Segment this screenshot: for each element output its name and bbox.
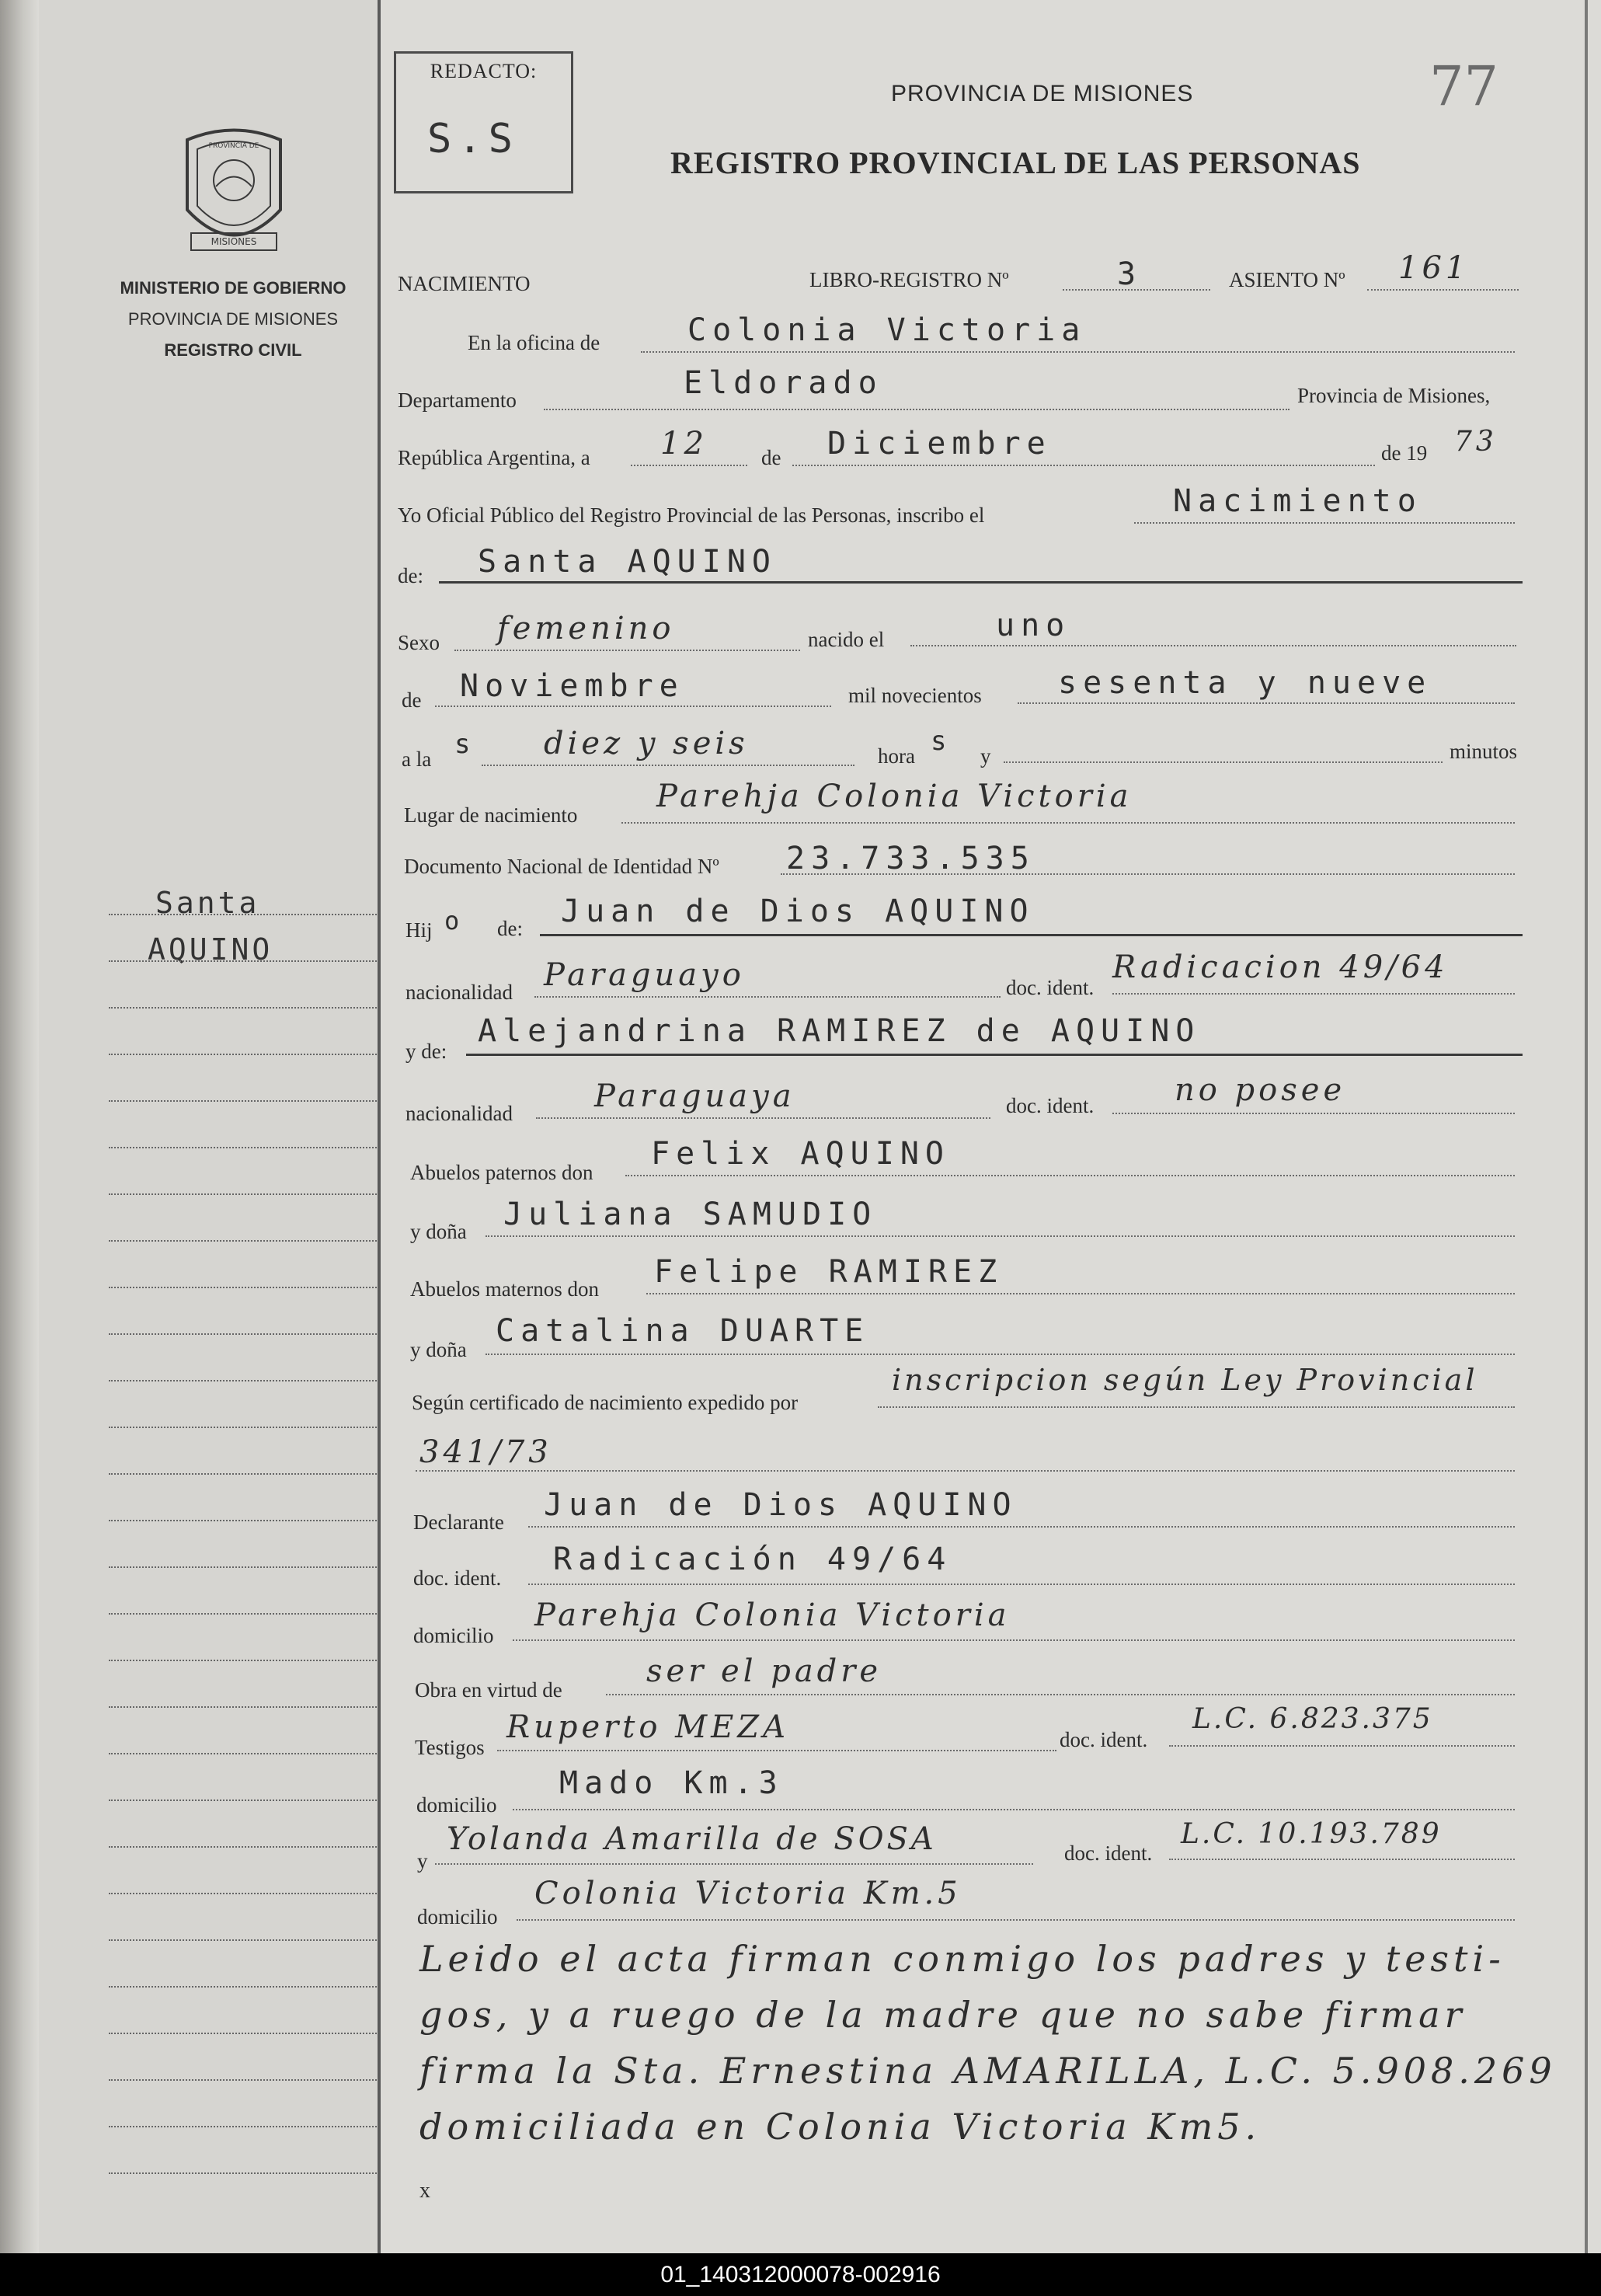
dotted-line: [435, 706, 831, 707]
margin-dotted-line: [109, 914, 377, 915]
doc5-value: L.C. 10.193.789: [1181, 1818, 1442, 1850]
doc3-label: doc. ident.: [413, 1566, 502, 1590]
ala-label: a la: [402, 747, 432, 771]
margin-dotted-line: [109, 1939, 377, 1941]
segun-value2: 341/73: [419, 1434, 552, 1470]
de-colon-label: de:: [398, 564, 423, 587]
dotted-line: [625, 1175, 1515, 1176]
dom1-value: Parehja Colonia Victoria: [534, 1597, 1011, 1633]
y-label: y: [980, 744, 991, 768]
margin-dotted-line: [109, 1986, 377, 1988]
dotted-line: [435, 1863, 1033, 1865]
province-header: PROVINCIA DE MISIONES: [891, 81, 1194, 106]
provincial-seal-icon: [176, 124, 292, 256]
dotted-line: [513, 1639, 1515, 1641]
departamento-value: Eldorado: [684, 365, 883, 401]
dotted-line: [606, 1694, 1515, 1695]
abm-label: Abuelos maternos don: [410, 1277, 599, 1301]
declarante-label: Declarante: [413, 1510, 504, 1534]
y2-label: y: [417, 1849, 428, 1873]
margin-dotted-line: [109, 2033, 377, 2034]
de-label: de: [761, 446, 781, 469]
dotted-line: [1018, 702, 1515, 704]
dotted-line: [482, 765, 854, 766]
dotted-line: [631, 465, 747, 466]
inscribo-value: Nacimiento: [1173, 483, 1422, 519]
oficial-label: Yo Oficial Público del Registro Provincial de las Personas, inscribo el: [398, 503, 985, 527]
margin-dotted-line: [109, 1613, 377, 1615]
hora-value: diez y seis: [544, 726, 749, 761]
dotted-line: [534, 996, 1001, 998]
margin-dotted-line: [109, 1846, 377, 1848]
dotted-line: [1169, 1859, 1515, 1860]
dotted-line: [416, 1470, 1515, 1472]
dotted-line: [497, 1750, 1056, 1751]
margin-dotted-line: [109, 1193, 377, 1195]
abp-label: Abuelos paternos don: [410, 1161, 593, 1184]
testigo2-value: Yolanda Amarilla de SOSA: [447, 1821, 937, 1857]
seal-top-text: PROVINCIA DE: [208, 142, 259, 150]
seal-bottom-text: MISIONES: [211, 236, 257, 247]
margin-dotted-line: [109, 1893, 377, 1894]
dotted-line: [528, 1584, 1515, 1585]
redacto-value: S.S: [427, 116, 519, 162]
departamento-label: Departamento: [398, 388, 517, 412]
nac2-label: nacionalidad: [405, 1102, 513, 1125]
closing-line-4: domiciliada en Colonia Victoria Km5.: [419, 2106, 1262, 2148]
abp2-value: Juliana SAMUDIO: [503, 1197, 878, 1232]
margin-dotted-line: [109, 1473, 377, 1475]
margin-dotted-line: [109, 1380, 377, 1381]
margin-dotted-line: [109, 2126, 377, 2127]
dotted-line: [910, 645, 1516, 646]
dotted-line: [513, 1809, 1515, 1810]
margin-dotted-line: [109, 1100, 377, 1102]
margin-note-name: Santa: [155, 886, 260, 920]
obra-value: ser el padre: [646, 1653, 882, 1689]
horas-label: hora: [878, 744, 915, 768]
segun-label: Según certificado de nacimiento expedido por: [412, 1391, 799, 1414]
margin-rule: [378, 0, 381, 2253]
doc5-label: doc. ident.: [1064, 1841, 1153, 1865]
dom3-label: domicilio: [417, 1905, 498, 1928]
closing-line-3: firma la Sta. Ernestina AMARILLA, L.C. 5.908.269: [419, 2050, 1557, 2092]
image-id-footer: [0, 2253, 1601, 2296]
year-value: 73: [1454, 426, 1498, 458]
margin-dotted-line: [109, 1427, 377, 1428]
month-value: Diciembre: [827, 426, 1052, 462]
testigos-label: Testigos: [415, 1736, 485, 1759]
dotted-line: [536, 1117, 990, 1119]
doc3-value: Radicación 49/64: [553, 1542, 952, 1577]
yde-label: y de:: [405, 1040, 447, 1063]
dom1-label: domicilio: [413, 1624, 494, 1647]
dotted-line: [1112, 993, 1515, 995]
margin-note-surname: AQUINO: [148, 932, 273, 967]
asiento-value: 161: [1398, 250, 1470, 286]
dotted-line: [1169, 1745, 1515, 1747]
nacido-value: uno: [996, 608, 1071, 643]
margin-dotted-line: [109, 1706, 377, 1708]
sexo-value: femenino: [497, 611, 675, 646]
obra-label: Obra en virtud de: [415, 1678, 562, 1702]
anio-nac-value: sesenta y nueve: [1058, 665, 1432, 701]
dom2-label: domicilio: [416, 1793, 497, 1817]
closing-line-1: Leido el acta firman conmigo los padres y testi-: [419, 1938, 1505, 1980]
mil-label: mil novecientos: [848, 684, 982, 707]
folio-number: 77: [1429, 54, 1499, 118]
margin-dotted-line: [109, 1566, 377, 1568]
margin-column: [39, 0, 378, 2253]
nombre-value: Santa AQUINO: [478, 544, 777, 580]
nac1-label: nacionalidad: [405, 981, 513, 1004]
provincia-suffix: Provincia de Misiones,: [1297, 384, 1491, 407]
nac1-value: Paraguayo: [544, 957, 745, 993]
asiento-label: ASIENTO Nº: [1229, 268, 1345, 291]
hijo-label: Hij: [405, 918, 433, 942]
lugar-label: Lugar de nacimiento: [404, 803, 578, 827]
margin-dotted-line: [109, 1054, 377, 1055]
republica-label: República Argentina, a: [398, 446, 590, 469]
abp-value: Felix AQUINO: [651, 1136, 950, 1172]
dotted-line: [1112, 1113, 1515, 1114]
dotted-line: [641, 351, 1515, 353]
closing-line-2: gos, y a ruego de la madre que no sabe firmar: [419, 1994, 1467, 2036]
doc2-label: doc. ident.: [1006, 1094, 1095, 1117]
padre-underline: [540, 934, 1523, 936]
abm-value: Felipe RAMIREZ: [654, 1254, 1004, 1290]
libro-value: 3: [1117, 256, 1143, 292]
registry-header: REGISTRO PROVINCIAL DE LAS PERSONAS: [670, 145, 1361, 180]
margin-dotted-line: [109, 1753, 377, 1754]
record-type-label: NACIMIENTO: [398, 272, 531, 295]
dotted-line: [454, 650, 800, 651]
book-binding: [0, 0, 39, 2253]
nacido-label: nacido el: [808, 628, 885, 651]
libro-label: LIBRO-REGISTRO Nº: [809, 268, 1009, 291]
dotted-line: [486, 1235, 1515, 1237]
ydona2-label: y doña: [410, 1338, 467, 1361]
doc4-value: L.C. 6.823.375: [1192, 1703, 1433, 1735]
madre-value: Alejandrina RAMIREZ de AQUINO: [478, 1013, 1201, 1049]
de2-label: de: [402, 688, 422, 712]
dotted-line: [621, 822, 1515, 824]
testigo1-value: Ruperto MEZA: [506, 1709, 789, 1745]
segun-value: inscripcion según Ley Provincial: [892, 1363, 1478, 1397]
margin-dotted-line: [109, 1287, 377, 1288]
dotted-line: [1004, 761, 1443, 763]
margin-dotted-line: [109, 1333, 377, 1335]
right-edge-rule: [1585, 0, 1588, 2253]
margin-dotted-line: [109, 1240, 377, 1242]
margin-dotted-line: [109, 1007, 377, 1009]
nac2-value: Paraguaya: [594, 1078, 795, 1114]
doc1-label: doc. ident.: [1006, 976, 1095, 999]
doc1-value: Radicacion 49/64: [1112, 949, 1449, 985]
oficina-label: En la oficina de: [468, 331, 600, 354]
dotted-line: [544, 409, 1290, 410]
madre-underline: [466, 1054, 1523, 1056]
ministry-line1: MINISTERIO DE GOBIERNO: [120, 278, 346, 298]
margin-dotted-line: [109, 960, 377, 962]
dotted-line: [517, 1919, 1515, 1921]
ministry-line2: PROVINCIA DE MISIONES: [127, 309, 339, 329]
lugar-value: Parehja Colonia Victoria: [656, 779, 1133, 814]
dom3-value: Colonia Victoria Km.5: [534, 1876, 962, 1911]
hijo-suffix: o: [444, 906, 466, 935]
margin-dotted-line: [109, 1800, 377, 1801]
dom2-value: Mado Km.3: [559, 1765, 784, 1801]
redacto-box: [394, 51, 573, 193]
ala-suffix: s: [454, 729, 477, 760]
dotted-line: [486, 1354, 1515, 1355]
minutos-label: minutos: [1450, 740, 1518, 763]
doc2-value: no posee: [1175, 1072, 1346, 1108]
ydona1-label: y doña: [410, 1220, 467, 1243]
ministry-line3: REGISTRO CIVIL: [164, 340, 302, 360]
oficina-value: Colonia Victoria: [687, 312, 1087, 348]
dotted-line: [528, 1526, 1515, 1528]
mark-x: x: [419, 2179, 430, 2203]
dni-value: 23.733.535: [786, 841, 1035, 876]
year-prefix: de 19: [1381, 441, 1428, 465]
hijo-de-label: de:: [497, 917, 523, 940]
mes-nac-value: Noviembre: [460, 668, 684, 704]
doc4-label: doc. ident.: [1060, 1728, 1148, 1751]
margin-dotted-line: [109, 1660, 377, 1661]
horas-suffix: s: [931, 726, 953, 757]
margin-dotted-line: [109, 1520, 377, 1521]
dotted-line: [1367, 289, 1519, 291]
dotted-line: [878, 1406, 1515, 1408]
margin-dotted-line: [109, 2079, 377, 2081]
declarante-value: Juan de Dios AQUINO: [544, 1487, 1018, 1523]
abm2-value: Catalina DUARTE: [496, 1313, 870, 1349]
dni-label: Documento Nacional de Identidad Nº: [404, 855, 719, 878]
day-value: 12: [660, 426, 708, 462]
padre-value: Juan de Dios AQUINO: [561, 894, 1035, 929]
dotted-line: [792, 465, 1375, 466]
sexo-label: Sexo: [398, 631, 440, 654]
margin-dotted-line: [109, 2172, 377, 2174]
margin-dotted-line: [109, 1147, 377, 1148]
dotted-line: [646, 1293, 1515, 1294]
redacto-label: REDACTO:: [430, 60, 538, 82]
name-underline: [439, 581, 1523, 584]
image-id-text: 01_140312000078-002916: [660, 2262, 941, 2287]
dotted-line: [1134, 522, 1515, 524]
